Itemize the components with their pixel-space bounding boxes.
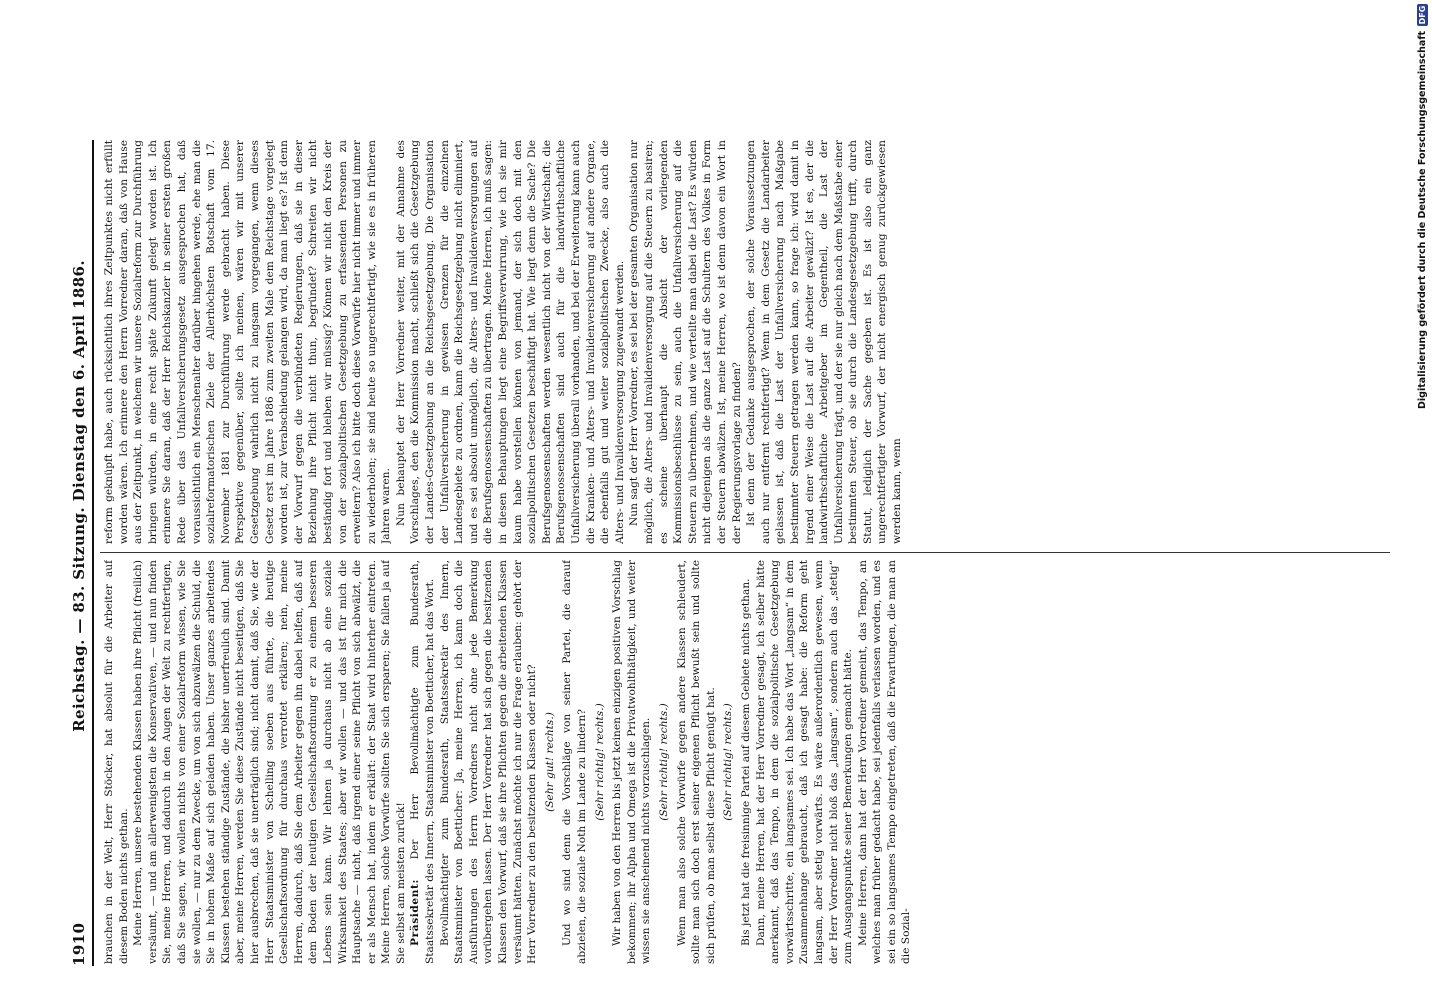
paragraph — [744, 140, 905, 544]
paragraph — [627, 140, 744, 544]
page-header — [62, 140, 88, 966]
paragraph — [102, 560, 131, 964]
paragraph — [610, 560, 654, 964]
column-divider — [100, 552, 1390, 553]
paragraph — [675, 560, 719, 964]
paragraph — [438, 560, 540, 964]
paragraph — [856, 560, 914, 964]
page-number: 1910 — [70, 922, 88, 966]
interjection: (Sehr richtig! rechts.) — [722, 703, 735, 821]
paragraph-text: brauchen in der Welt, Herr Stöcker, hat absolut für die Arbeiter auf diesem Boden nichts gethan. — [103, 560, 130, 964]
dfg-logo: DFG — [1417, 5, 1427, 25]
page-title: Reichstag. — 83. Sitzung. Dienstag den 6. April 1886. — [70, 260, 88, 732]
paragraph — [102, 140, 394, 544]
paragraph-text: reform geknüpft habe, auch rücksichtlich ihres Zeitpunktes nicht erfüllt worden wären. Ich erinnere den Herrn Vorredner daran, daß von Hause aus der Zeitpunkt, in welchem wir unsere Sozialreform zur Durchführung bringen würden, in eine recht späte Zukunft gelegt worden ist. Ich erinnere Sie daran, daß der Herr Reichskanzler in seiner ersten großen Rede über das Unfallversicherungsgesetz ausgesprochen hat, daß voraussichtlich ein Menschenalter darüber hingehen werde, ehe man die sozialreformatorischen Ziele der Allerhöchsten Botschaft vom 17. November 1881 zur Durchführung werde gebracht haben. Diese Perspektive gegenüber, sollte ich meinen, wären wir mit unserer Gesetzgebung wahrlich nicht zu langsam vorgegangen, wenn dieses Gesetz erst im Jahre 1886 zum zweiten Male dem Reichstage vorgelegt worden ist, zur Verabschiedung gelangen wird, da man liegt es? Ist denn der Vorwurf gegen die verbündeten Regierungen, daß sie in dieser Beziehung ihre Pflicht nicht thun, begründet? Schreiten wir nicht beständig fort und bleiben wir müssig? Können wir nicht den Kreis der von der sozialpolitischen Gesetzgebung zu erfassenden Personen zu erweitern? Also ich bitte doch diese Vorwürfe hier nicht immer und immer zu wiederholen; sie sind heute so ungerechtfertigt, wie sie es in früheren Jahren waren. — [103, 140, 393, 544]
paragraph-text: Nun sagt der Herr Vorredner, es sei bei der gesamten Organisation nur möglich, die Alters- und Invalidenversorgung auf die Steuern zu basiren; es scheine überhaupt die Absicht der vorliegenden Kommissionsbeschlüsse zu sein, auch die Unfallversicherung auf die Steuern zu übernehmen, und wie verteilte man dabei die Last? Es würden nicht diejenigen als die ganze Last auf die Schultern des Volkes in Form der Steuern abwälzen. Ist, meine Herren, wo ist denn davon ein Wort in der Regierungsvorlage zu finden? — [628, 140, 743, 544]
left-column — [102, 560, 1392, 964]
paragraph — [754, 560, 856, 964]
interjection: (Sehr richtig! rechts.) — [657, 703, 670, 821]
paragraph-text: Wenn man also solche Vorwürfe gegen andere Klassen schleudert, sollte man sich doch erst seiner eigenen Pflicht bewußt sein und sollte sich prüfen, ob man selbst diese Pflicht genügt hat. — [675, 560, 717, 964]
header-rule — [92, 140, 94, 966]
interjection: (Sehr richtig! rechts.) — [593, 703, 606, 821]
paragraph-text: Bis jetzt hat die freisinnige Partei auf diesem Gebiete nichts gethan. — [739, 578, 752, 946]
paragraph — [131, 560, 408, 964]
paragraph — [560, 560, 589, 964]
credit-text: Digitalisierung gefördert durch die Deutsche Forschungsgemeinschaft — [1416, 31, 1428, 409]
paragraph-text: Bevollmächtigter zum Bundesrath, Staatssekretär des Innern, Staatsminister von Boetticher: Ja, meine Herren, ich kann doch die Ausführungen des Herrn Vorredners nicht ohne jede Bemerkung vorübergehen lassen. Der Herr Vorredner hat sich gegen die besitzenden Klassen den Vorwurf, daß sie ihre Pflichten gegen die arbeitenden Klassen versäumt hätten. Zunächst möchte ich nur die Frage erlauben: gehört der Herr Vorredner zu den besitzenden Klassen oder nicht? — [438, 560, 539, 964]
paragraph-text: Wir haben von den Herren bis jetzt keinen einzigen positiven Vorschlag bekommen; ihr Alpha und Omega ist die Privatwohlthätigkeit, und weiter wissen sie anscheinend nichts vorzuschlagen. — [611, 560, 653, 964]
right-column — [102, 140, 1392, 544]
paragraph — [394, 140, 628, 544]
interjection: (Sehr gut! rechts.) — [543, 712, 556, 812]
paragraph-text: Der Herr Bevollmächtigte zum Bundesrath, Staatssekretär des Innern, Staatsminister von Boetticher, hat das Wort. — [409, 560, 437, 964]
paragraph-text: Meine Herren, unsere bestehenden Klassen haben ihre Pflicht (freilich) versäumt, — und am allerwenigsten die Konservativen, — und nun finden Sie, meine Herren, und dadurch in den Augen der Welt zu rechtfertigen, daß Sie sagen, wir wollen nichts von einer Sozialreform wissen, wie Sie sie wollen, — nur zu dem Zwecke, um von sich abzuwälzen die Schuld, die Sie in hohem Maße auf sich geladen haben. Unser ganzes arbeitendes Klassen bestehen ständige Zustände, die bisher unerfreulich sind. Damit aber, meine Herren, werden Sie diese Zustände nicht beseitigen, daß Sie hier ausbrechen, daß sie unerträglich sind; nicht damit, daß Sie, wie der Herr Staatsminister von Schelling soeben aus führte, die heutige Gesellschaftsordnung für durchaus verrottet erklären; nein, meine Herren, dadurch, daß Sie dem Arbeiter gegen ihn dabei helfen, daß auf dem Boden der heutigen Gesellschaftsordnung er zu einem besseren Lebens sein kann. Wir lehnen ja durchaus nicht ab eine soziale Wirksamkeit des Staates; aber wir wollen — und das ist für mich die Hauptsache — nicht, daß irgend einer seine Pflicht von sich abwälzt, die er als Mensch hat, indem er erklärt: der Staat wird hinterher eintreten. Meine Herren, solche Vorwürfe sollten Sie sich ersparen; Sie fallen ja auf Sie selbst am meisten zurück! — [132, 560, 407, 964]
paragraph-text: Ist denn der Gedanke ausgesprochen, der solche Voraussetzungen auch nur entfernt rechtfertigt? Wenn in dem Gesetz die Landarbeiter gelassen ist, daß die Last der Unfallversicherung nach Maßgabe bestimmter Steuern getragen werden kann, so frage ich: wird damit in irgend einer Weise die Last auf die Arbeiter gewälzt? Ist es, der die landwirthschaftliche Arbeitgeber im Gegentheil, die Last der Unfallversicherung trägt, und der sie nur gleich nach dem Maßstabe einer bestimmten Steuer, ob sie durch die Landesgesetzgebung trifft, durch Statut, lediglich der Sache gegeben ist. Es ist also ein ganz ungerechtfertigter Vorwurf, der nicht energisch genug zurückgewiesen werden kann, wenn — [745, 140, 904, 544]
speaker-label: Präsident: — [409, 878, 422, 946]
paragraph-text: Nun behauptet der Herr Vorredner weiter, mit der Annahme des Vorschlages, den die Kommission macht, schließt sich die Gesetzgebung der Landes-Gesetzgebung an die Reichsgesetzgebung. Die Organisation der Unfallversicherung in gewissen Grenzen für die einzelnen Landesgebiete zu ordnen, kann die Reichsgesetzgebung nicht eliminiert, und es sei absolut unmöglich, die Alters- und Invalidenversorgungen auf die Berufsgenossenschaften zu übertragen. Meine Herren, ich muß sagen: in diesen Behauptungen liegt eine Begriffsverwirrung, wie ich sie mir kaum habe vorstellen können von jemand, der sich doch mit den sozialpolitischen Gesetzen beschäftigt hat. Wie liegt denn die Sache? Die Berufsgenossenschaften werden wesentlich nicht von der Wirtschaft; die Berufsgenossenschaften sind auch für die landwirthschaftliche Unfallversicherung überall vorhanden, und bei der Erweiterung kann auch die Kranken- und Alters- und Invalidenversicherung auf andere Organe, die ebenfalls gut und weiter sozialpolitischen Zwecke, also auch die Alters- und Invalidenversorgung zugewandt werden. — [394, 140, 626, 544]
paragraph-text: Dann, meine Herren, hat der Herr Vorredner gesagt, ich selber hätte anerkannt, daß das Tempo, in dem die sozialpolitische Gesetzgebung vorwärtsschritte, ein langsames sei. Ich habe das Wort „langsam“ in dem Zusammenhange gebraucht, daß ich gesagt habe: die Reform geht langsam, aber stetig vorwärts. Es wäre außerordentlich gewesen, wenn der Herr Vorredner nicht bloß das „langsam“, sondern auch das „stetig“ zum Ausgangspunkte seiner Bemerkungen gemacht hätte. — [754, 560, 855, 964]
paragraph — [739, 560, 754, 964]
paragraph-text: Und wo sind denn die Vorschläge von seiner Partei, die darauf abzielen, die soziale Noth im Lande zu lindern? — [561, 560, 588, 964]
paragraph-text: Meine Herren, dann hat der Herr Vorredner gemeint, das Tempo, an welches man früher gedacht habe, sei jedenfalls verlassen worden, und es sei ein so langsames Tempo eingetreten, daß die Erwartungen, die man an die Sozial- — [856, 560, 913, 964]
paragraph — [408, 560, 437, 964]
